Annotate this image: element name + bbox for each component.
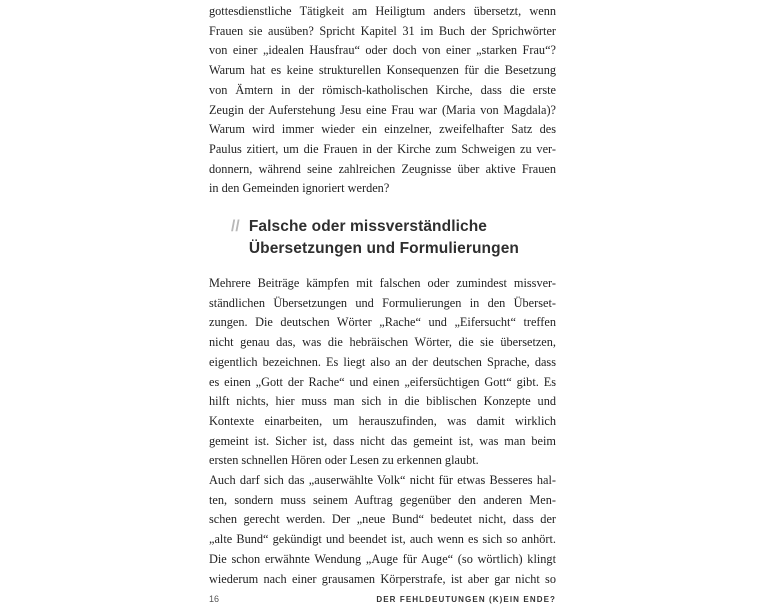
- text-line: ständlichen Übersetzungen und Formulierungen in den Überset-: [209, 295, 556, 310]
- text-line: Mehrere Beiträge kämpfen mit falschen oder zumindest missver-: [209, 276, 556, 291]
- text-line: von einer „idealen Hausfrau“ oder doch von einer „starken Frau“?: [209, 43, 556, 58]
- page-footer: [209, 594, 556, 604]
- text-line: schen gerecht werden. Der „neue Bund“ bedeutet nicht, dass der: [209, 512, 556, 527]
- text-line: in den Gemeinden ignoriert werden?: [209, 181, 390, 196]
- body-paragraph-1: [209, 2, 556, 199]
- page-number: 16: [209, 594, 220, 604]
- body-paragraph-3: [209, 471, 556, 589]
- text-line: eigentlich bezeichnen. Es liegt also an der deutschen Sprache, dass: [209, 354, 556, 369]
- text-line: donnern, während seine zahlreichen Zeugnisse über aktive Frauen: [209, 161, 556, 176]
- running-title: DER FEHLDEUTUNGEN (K)EIN ENDE?: [376, 595, 556, 604]
- double-slash-marker-icon: //: [231, 218, 240, 236]
- heading-line: Übersetzungen und Formulierungen: [248, 239, 519, 257]
- section-heading: [231, 216, 556, 259]
- text-line: Kontexte einarbeiten, um herauszufinden, was damit wirklich: [209, 413, 556, 428]
- text-column: [209, 2, 556, 589]
- text-line: ersten schnellen Hören oder Lesen zu erkennen glaubt.: [209, 453, 479, 468]
- text-line: zungen. Die deutschen Wörter „Rache“ und „Eifersucht“ treffen: [209, 315, 556, 330]
- section-heading-text: [249, 216, 519, 259]
- text-line: Paulus zitiert, um die Frauen in der Kirche zum Schweigen zu ver-: [209, 141, 556, 156]
- text-line: gottesdienstliche Tätigkeit am Heiligtum anders übersetzt, wenn: [209, 4, 556, 18]
- text-line: Auch darf sich das „auserwählte Volk“ nicht für etwas Besseres hal-: [209, 473, 556, 488]
- text-line: Warum wird immer wieder ein einzelner, zweifelhafter Satz des: [209, 122, 556, 137]
- text-line: nicht genau das, was die hebräischen Wörter, die sie übersetzen,: [209, 335, 556, 350]
- text-line: hilft nichts, hier muss man sich in die biblischen Konzepte und: [209, 394, 556, 409]
- text-line: wiederum nach einer grausamen Körperstrafe, ist aber gar nicht so: [209, 571, 556, 586]
- text-line: ten, sondern muss seinem Auftrag gegenüber den anderen Men-: [209, 492, 556, 507]
- body-paragraph-2: [209, 274, 556, 471]
- text-line: Die schon erwähnte Wendung „Auge für Auge“ (so wörtlich) klingt: [209, 551, 556, 566]
- text-line: Zeugin der Auferstehung Jesu eine Frau war (Maria von Magdala)?: [209, 102, 556, 117]
- text-line: Frauen sie ausüben? Spricht Kapitel 31 im Buch der Sprichwörter: [209, 23, 556, 38]
- text-line: es einen „Gott der Rache“ und einen „eifersüchtigen Gott“ gibt. Es: [209, 374, 556, 389]
- text-line: gemeint ist. Sicher ist, dass nicht das gemeint ist, was man beim: [209, 433, 556, 448]
- heading-line: Falsche oder missverständliche: [248, 218, 488, 236]
- text-line: von Ämtern in der römisch-katholischen Kirche, dass die erste: [209, 82, 556, 97]
- text-line: „alte Bund“ gekündigt und beendet ist, auch wenn es sich so anhört.: [209, 532, 556, 547]
- text-line: Warum hat es keine strukturellen Konsequenzen für die Besetzung: [209, 63, 556, 78]
